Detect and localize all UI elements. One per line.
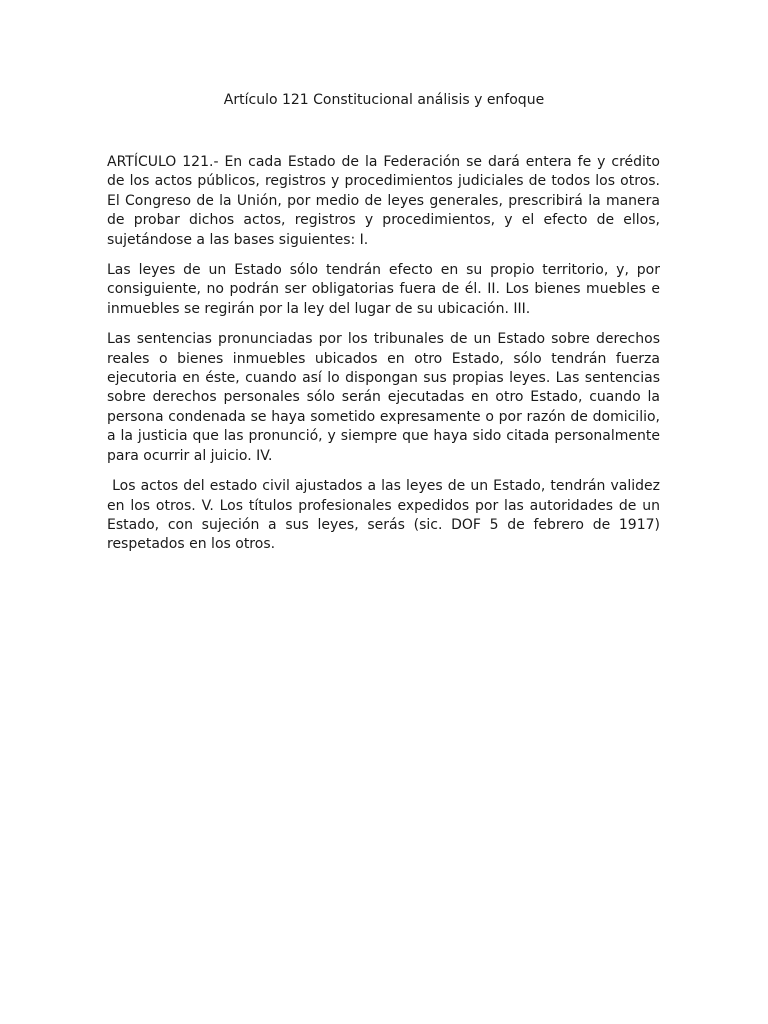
paragraph-sentencias: Las sentencias pronunciadas por los tribunales de un Estado sobre derechos reales o bienes inmuebles ubicados en otro Estado, sólo tendrán fuerza ejecutoria en éste, cuando así lo dispongan sus propias leyes. Las sentencias sobre derechos personales sólo serán ejecutadas en otro Estado, cuando la persona condenada se haya sometido expresamente o por razón de domicilio, a la justicia que las pronunció, y siempre que haya sido citada personalmente para ocurrir al juicio. IV. bbox=[107, 331, 665, 464]
paragraph-article-intro: ARTÍCULO 121.- En cada Estado de la Federación se dará entera fe y crédito de los actos públicos, registros y procedimientos judiciales de todos los otros. El Congreso de la Unión, por medio de leyes generales, prescribirá la manera de probar dichos actos, registros y procedimientos, y el efecto de ellos, sujetándose a las bases siguientes: I. bbox=[107, 154, 665, 248]
paragraph-actos-estado-civil: Los actos del estado civil ajustados a las leyes de un Estado, tendrán validez en los otros. V. Los títulos profesionales expedidos por las autoridades de un Estado, con sujeción a sus leyes, serás (sic. DOF 5 de febrero de 1917) respetados en los otros. bbox=[107, 478, 665, 553]
paragraph-leyes-estado: Las leyes de un Estado sólo tendrán efecto en su propio territorio, y, por consiguiente, no podrán ser obligatorias fuera de él. II. Los bienes muebles e inmuebles se regirán por la ley del lugar de su ubicación. III. bbox=[107, 262, 665, 317]
document-body bbox=[107, 153, 665, 566]
document-title: Artículo 121 Constitucional análisis y enfoque bbox=[223, 92, 545, 108]
